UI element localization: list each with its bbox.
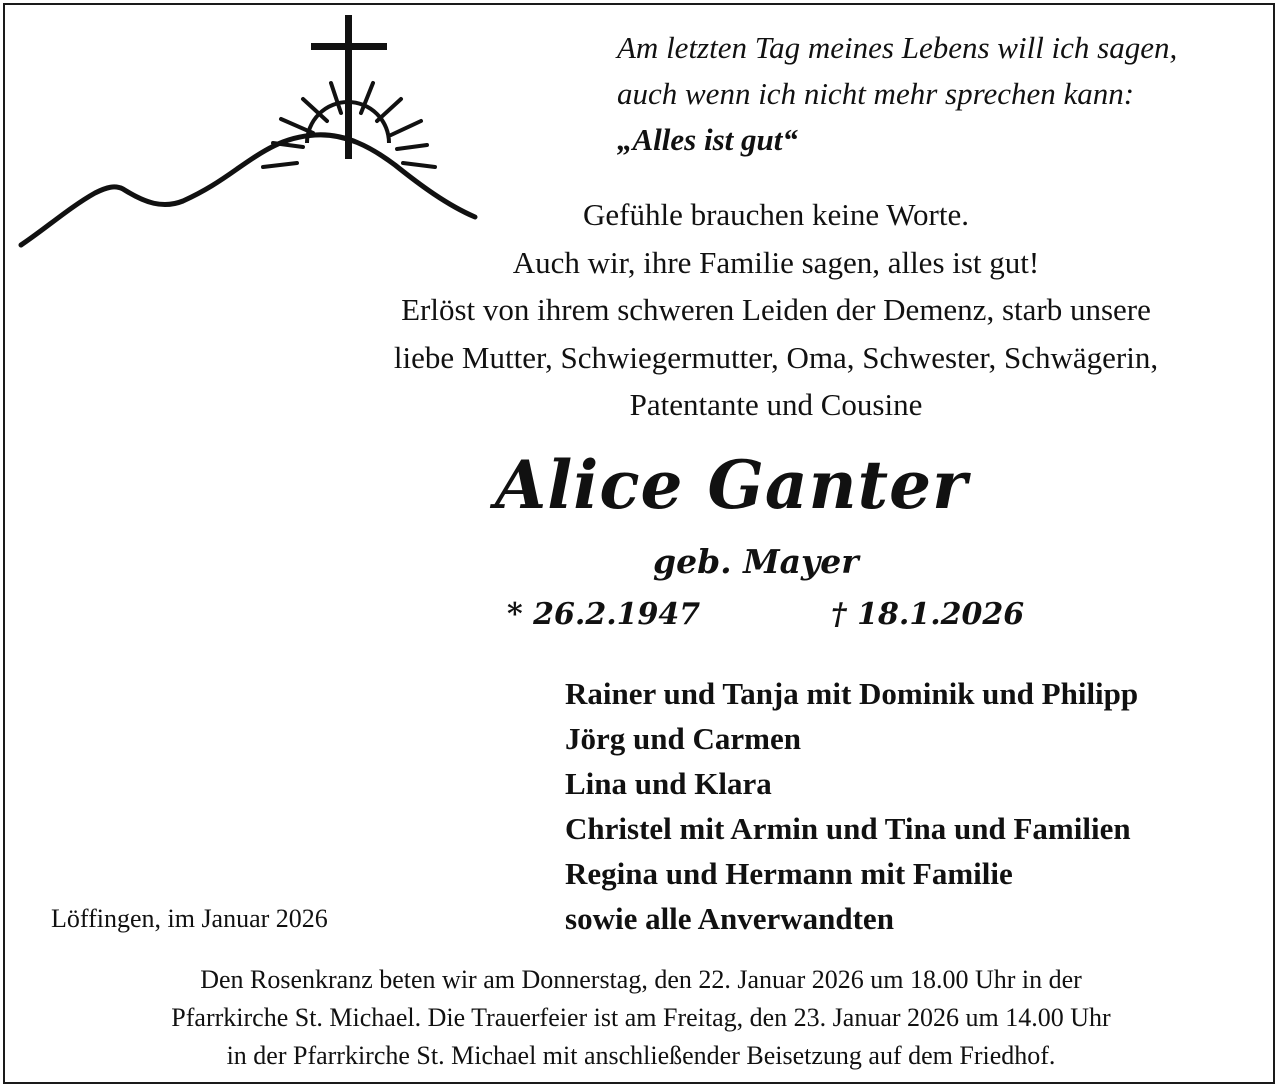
mourner-line: sowie alle Anverwandten: [565, 901, 894, 936]
birth-date: * 26.2.1947: [507, 597, 701, 632]
funeral-line: Den Rosenkranz beten wir am Donnerstag, den 22. Januar 2026 um 18.00 Uhr in der: [200, 965, 1082, 994]
intro-line: liebe Mutter, Schwiegermutter, Oma, Schwester, Schwägerin,: [393, 339, 1159, 375]
intro-line: Patentante und Cousine: [629, 387, 923, 422]
mourner-line: Regina und Hermann mit Familie: [565, 856, 1013, 891]
intro-line: Auch wir, ihre Familie sagen, alles ist gut!: [512, 244, 1040, 280]
quote-line: „Alles ist gut“: [617, 122, 798, 157]
memorial-quote: [617, 25, 1257, 163]
mourner-line: Jörg und Carmen: [565, 721, 801, 756]
maiden-name: geb. Mayer: [653, 542, 859, 581]
quote-line: Am letzten Tag meines Lebens will ich sagen,: [617, 30, 1178, 65]
mourner-line: Rainer und Tanja mit Dominik und Philipp: [565, 676, 1139, 711]
obituary-notice: [3, 3, 1275, 1084]
intro-line: Erlöst von ihrem schweren Leiden der Demenz, starb unsere: [401, 292, 1151, 327]
mourner-line: Lina und Klara: [565, 766, 772, 801]
funeral-line: Pfarrkirche St. Michael. Die Trauerfeier ist am Freitag, den 23. Januar 2026 um 14.00 Uhr: [171, 1003, 1111, 1032]
death-date: † 18.1.2026: [831, 597, 1025, 632]
intro-text: [5, 191, 1277, 429]
intro-line: Gefühle brauchen keine Worte.: [583, 197, 969, 232]
place-and-date: Löffingen, im Januar 2026: [51, 904, 328, 933]
deceased-name: Alice Ganter: [495, 446, 968, 524]
quote-line: auch wenn ich nicht mehr sprechen kann:: [617, 76, 1135, 111]
mourner-line: Christel mit Armin und Tina und Familien: [565, 811, 1131, 846]
funeral-details: [5, 961, 1277, 1075]
mourners-list: [565, 671, 1265, 941]
funeral-line: in der Pfarrkirche St. Michael mit anschließender Beisetzung auf dem Friedhof.: [226, 1041, 1056, 1070]
